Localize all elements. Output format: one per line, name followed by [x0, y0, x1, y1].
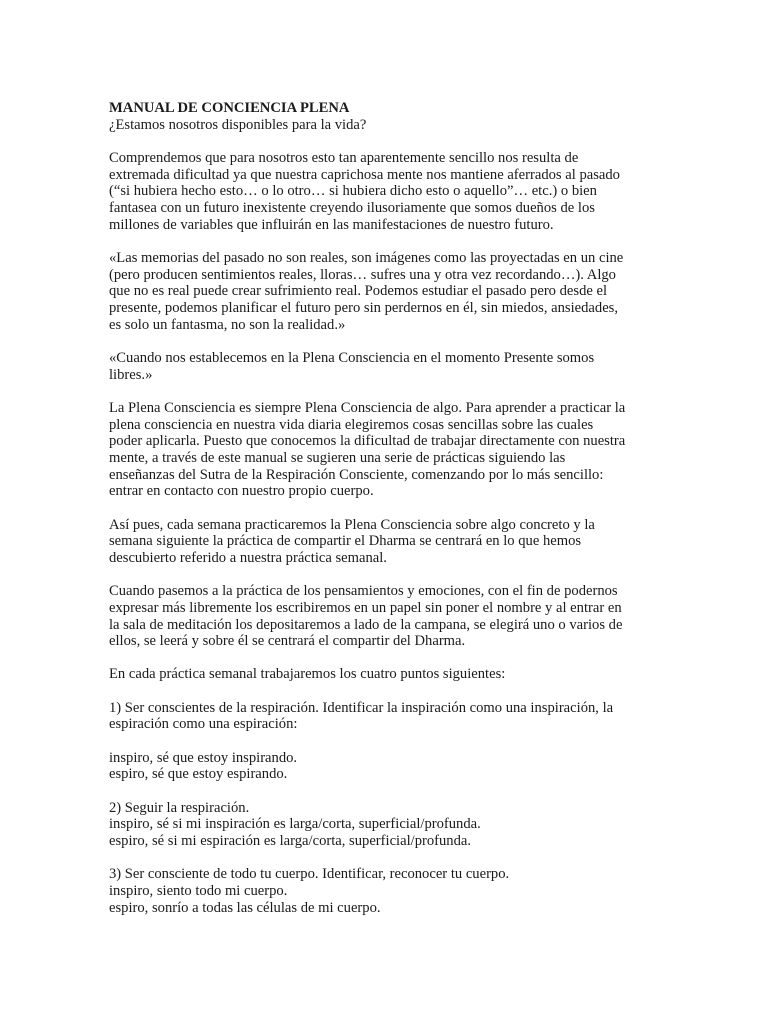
text-line: Comprendemos que para nosotros esto tan aparentemente sencillo nos resulta de — [109, 149, 579, 166]
text-line: semana siguiente la práctica de compartir el Dharma se centrará en lo que hemos — [109, 533, 582, 550]
text-line: (“si hubiera hecho esto… o lo otro… si hubiera dicho esto o aquello”… etc.) o bien — [109, 183, 597, 200]
paragraph — [109, 583, 665, 650]
text-line: inspiro, siento todo mi cuerpo. — [109, 882, 288, 899]
text-line: poder aplicarla. Puesto que conocemos la dificultad de trabajar directamente con nuestra — [109, 433, 626, 450]
text-line: espiro, sonrío a todas las células de mi cuerpo. — [109, 899, 381, 916]
text-line: libres.» — [109, 366, 153, 383]
text-line: enseñanzas del Sutra de la Respiración Consciente, comenzando por lo más sencillo: — [109, 466, 604, 483]
paragraph — [109, 250, 665, 334]
document-subtitle: ¿Estamos nosotros disponibles para la vida? — [109, 116, 367, 133]
text-line: 1) Ser conscientes de la respiración. Identificar la inspiración como una inspiración, la — [109, 699, 614, 716]
text-line: ellos, se leerá y sobre él se centrará el compartir del Dharma. — [109, 633, 466, 650]
text-line: En cada práctica semanal trabajaremos los cuatro puntos siguientes: — [109, 666, 506, 683]
text-line: Cuando pasemos a la práctica de los pensamientos y emociones, con el fin de podernos — [109, 583, 618, 600]
paragraph — [109, 150, 665, 234]
text-line: es solo un fantasma, no son la realidad.» — [109, 316, 346, 333]
text-line: «Las memorias del pasado no son reales, son imágenes como las proyectadas en un cine — [109, 249, 624, 266]
text-line: expresar más libremente los escribiremos en un papel sin poner el nombre y al entrar en — [109, 599, 622, 616]
text-line: inspiro, sé que estoy inspirando. — [109, 749, 298, 766]
document-page — [109, 100, 665, 933]
text-line: Así pues, cada semana practicaremos la Plena Consciencia sobre algo concreto y la — [109, 516, 595, 533]
text-line: descubierto referido a nuestra práctica semanal. — [109, 549, 387, 566]
text-line: millones de variables que influirán en las manifestaciones de nuestro futuro. — [109, 216, 554, 233]
paragraph — [109, 866, 665, 916]
text-line: 2) Seguir la respiración. — [109, 799, 250, 816]
text-line: que no es real puede crear sufrimiento real. Podemos estudiar el pasado pero desde el — [109, 283, 608, 300]
text-line: fantasea con un futuro inexistente creyendo ilusoriamente que somos dueños de los — [109, 200, 595, 217]
paragraph — [109, 750, 665, 783]
paragraph — [109, 800, 665, 850]
text-line: presente, podemos planificar el futuro pero sin perdernos en él, sin miedos, ansiedades, — [109, 300, 619, 317]
paragraph — [109, 517, 665, 567]
text-line: la sala de meditación los depositaremos a lado de la campana, se elegirá uno o varios de — [109, 616, 623, 633]
text-line: La Plena Consciencia es siempre Plena Consciencia de algo. Para aprender a practicar la — [109, 399, 626, 416]
text-line: «Cuando nos establecemos en la Plena Consciencia en el momento Presente somos — [109, 349, 595, 366]
document-body — [109, 150, 665, 916]
text-line: entrar en contacto con nuestro propio cuerpo. — [109, 483, 374, 500]
text-line: espiro, sé que estoy espirando. — [109, 766, 288, 783]
paragraph — [109, 700, 665, 733]
paragraph — [109, 400, 665, 500]
paragraph — [109, 666, 665, 683]
text-line: mente, a través de este manual se sugieren una serie de prácticas siguiendo las — [109, 449, 566, 466]
text-line: espiración como una espiración: — [109, 716, 298, 733]
text-line: (pero producen sentimientos reales, lloras… sufres una y otra vez recordando…). Algo — [109, 266, 616, 283]
text-line: 3) Ser consciente de todo tu cuerpo. Identificar, reconocer tu cuerpo. — [109, 866, 510, 883]
text-line: inspiro, sé si mi inspiración es larga/corta, superficial/profunda. — [109, 816, 481, 833]
text-line: plena consciencia en nuestra vida diaria elegiremos cosas sencillas sobre las cuales — [109, 416, 594, 433]
document-title: MANUAL DE CONCIENCIA PLENA — [109, 100, 350, 116]
paragraph — [109, 350, 665, 383]
text-line: extremada dificultad ya que nuestra caprichosa mente nos mantiene aferrados al pasado — [109, 166, 620, 183]
text-line: espiro, sé si mi espiración es larga/corta, superficial/profunda. — [109, 832, 472, 849]
